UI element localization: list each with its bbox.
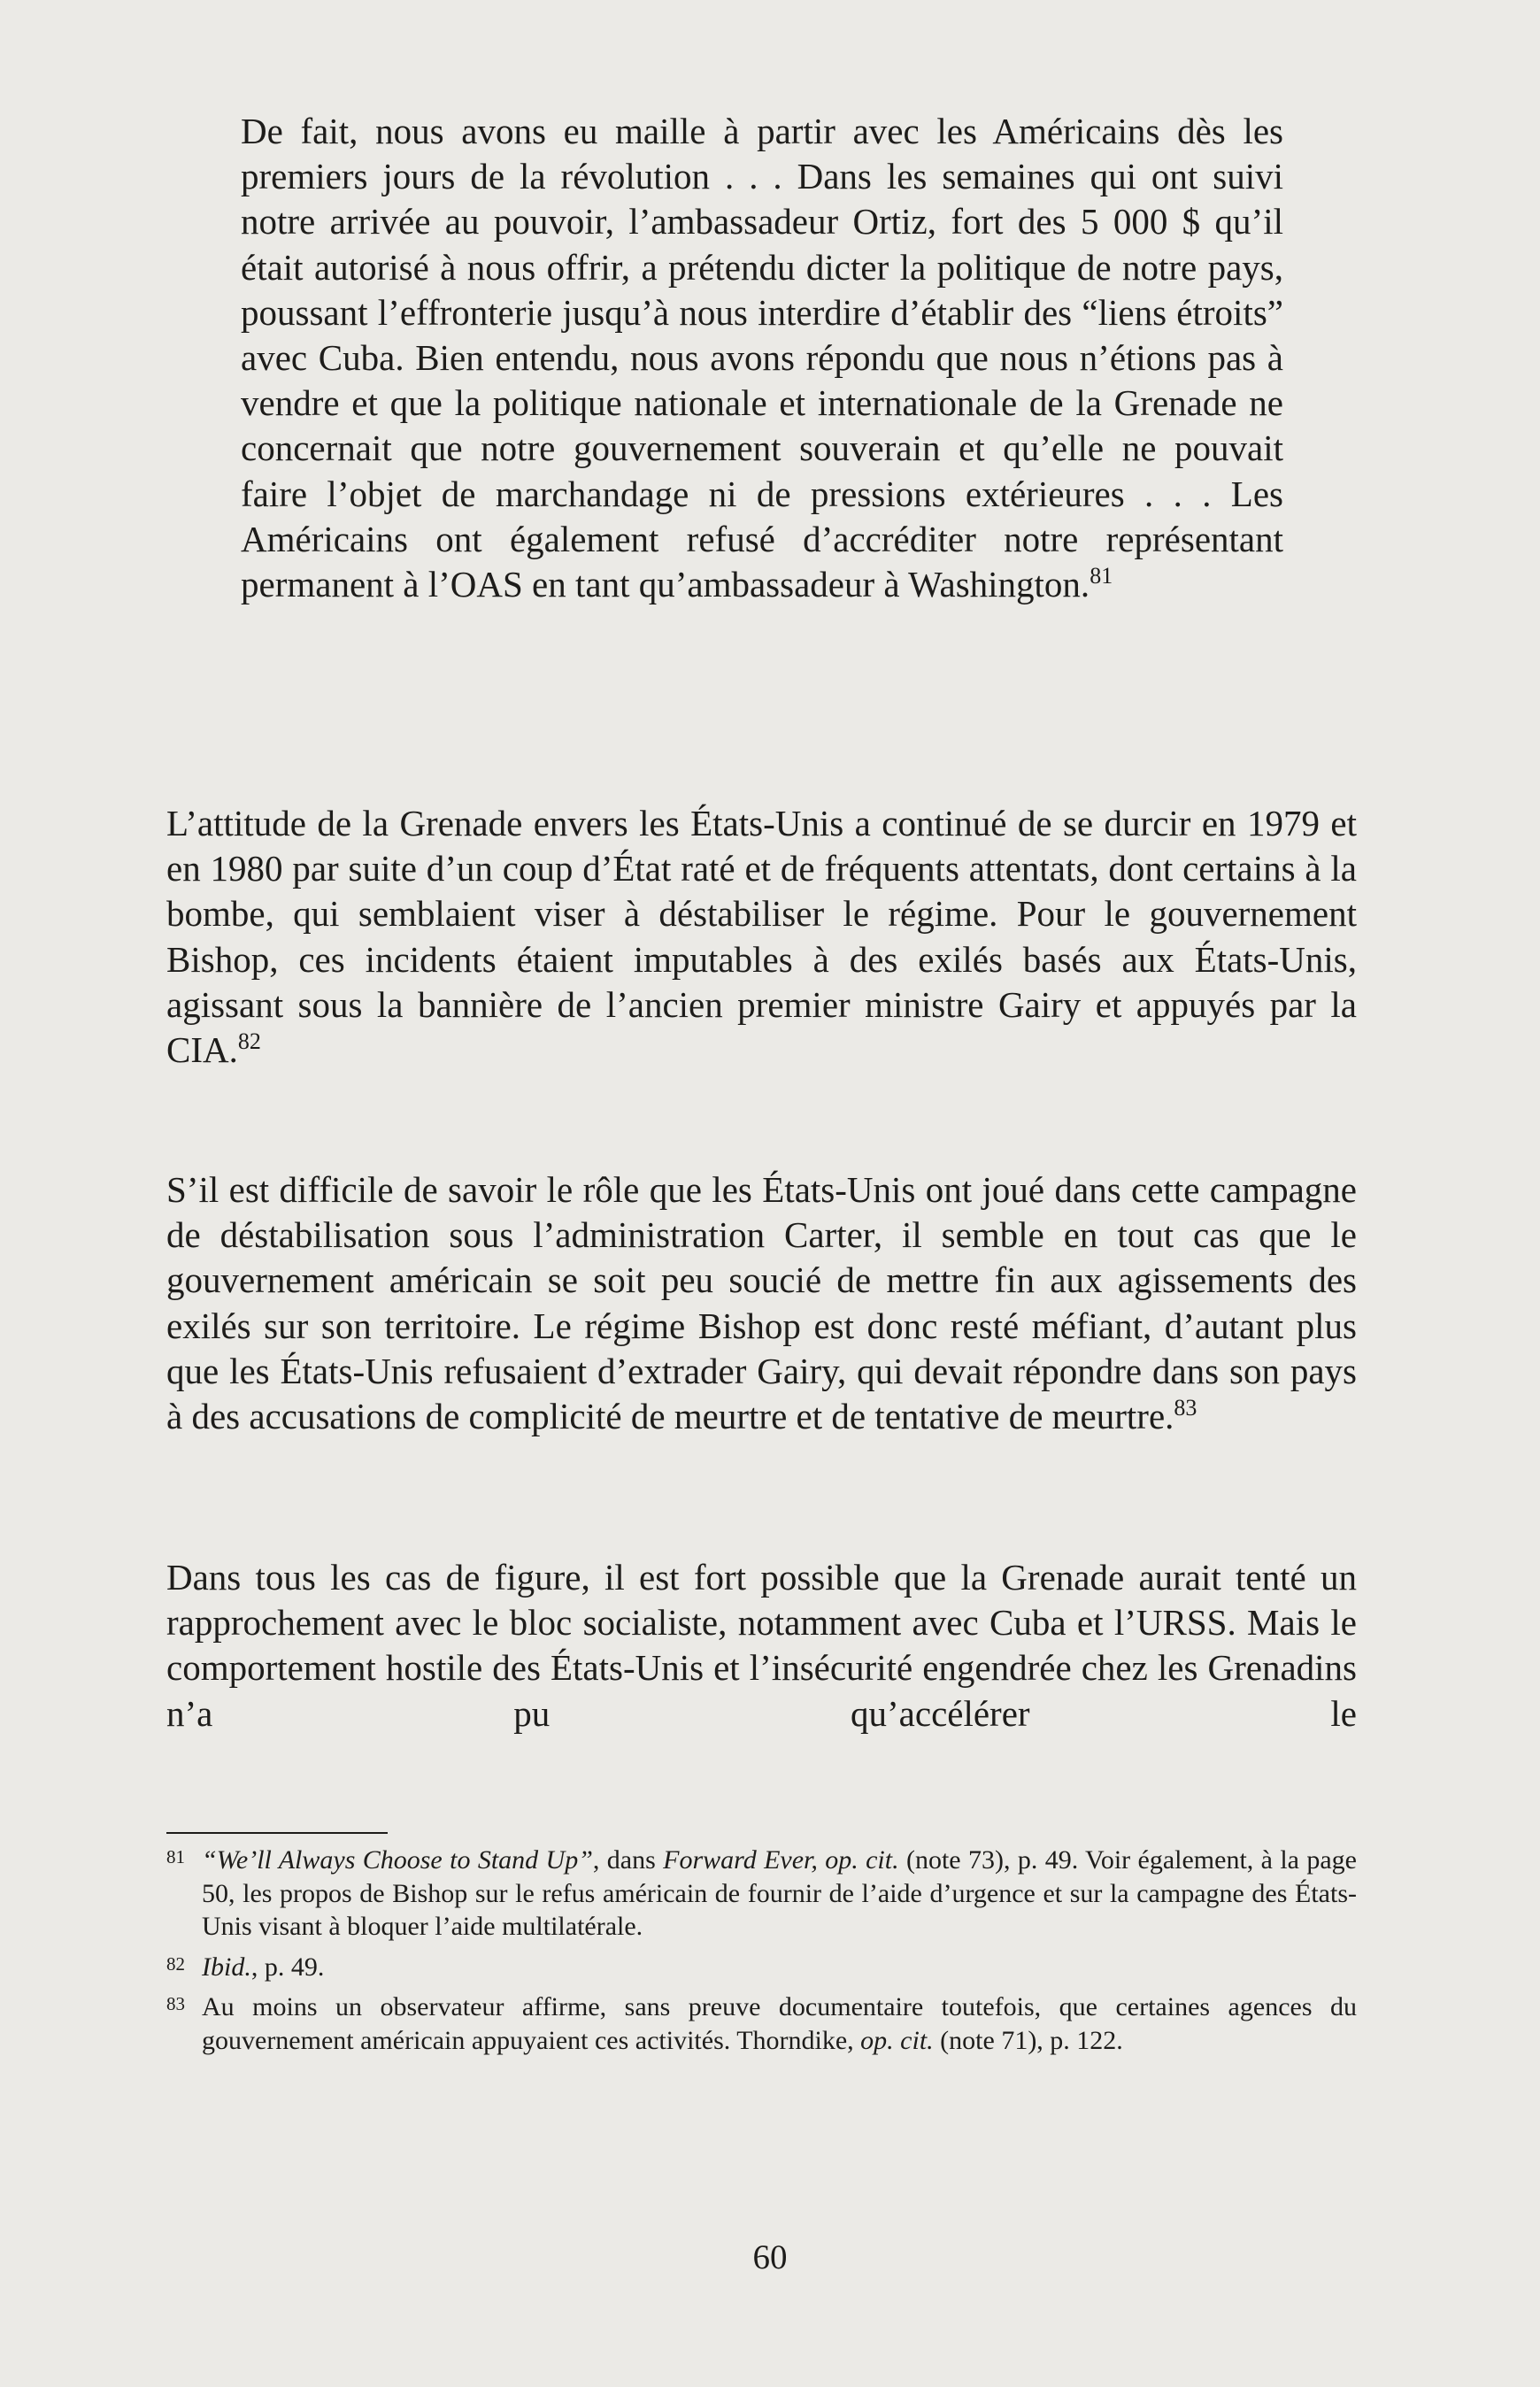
footnote-text: , dans [592,1845,664,1875]
paragraph-text: S’il est difficile de savoir le rôle que les États-Unis ont joué dans cette campagne de déstabilisation sous l’administration Carter, il semble en tout cas que le gouvernement américain se soit peu soucié de mettre fin aux agissements des exilés sur son territoire. Le régime Bishop est donc resté méfiant, d’autant plus que les États-Unis refusaient d’extrader Gairy, qui devait répondre dans son pays à des accusations de complicité de meurtre et de tentative de meurtre. [166,1169,1357,1437]
block-quote [241,109,1283,607]
paragraph-text: Dans tous les cas de figure, il est fort possible que la Grenade aurait tenté un rapprochement avec le bloc socialiste, notamment avec Cuba et l’URSS. Mais le comportement hostile des États-Unis et l’insécurité engendrée chez les Grenadins n’a pu qu’accélérer le [166,1557,1357,1734]
footnote-ref: op. cit. [860,2025,934,2055]
footnotes [166,1844,1357,2064]
footnote-text: , p. 49. [250,1952,325,1982]
paragraph [166,801,1357,1073]
footnote-81 [166,1844,1357,1944]
footnote-text: (note 73), p. 49. Voir également, à la page 50, les propos de Bishop sur le refus américain de fournir de l’aide d’urgence et sur la campagne des États-Unis visant à bloquer l’aide multilatérale. [202,1845,1357,1941]
footnote-number: 83 [166,1993,185,2014]
footnote-source: Forward Ever, op. cit. [663,1845,899,1875]
footnote-divider [166,1832,388,1834]
footnote-ref-81: 81 [1090,563,1113,589]
footnote-number: 81 [166,1846,185,1867]
footnote-ref-82: 82 [237,1028,261,1055]
quote-text: De fait, nous avons eu maille à partir avec les Américains dès les premiers jours de la révolution . . . Dans les semaines qui ont suivi notre arrivée au pouvoir, l’ambassadeur Ortiz, fort des 5 000 $ qu’il était autorisé à nous offrir, a prétendu dicter la politique de notre pays, poussant l’effronterie jusqu’à nous interdire d’établir des “liens étroits” avec Cuba. Bien entendu, nous avons répondu que nous n’étions pas à vendre et que la politique nationale et internationale de la Grenade ne concernait que notre gouvernement souverain et qu’elle ne pouvait faire l’objet de marchandage ni de pressions extérieures . . . Les Américains ont également refusé d’accréditer notre représentant permanent à l’OAS en tant qu’ambassadeur à Washington. [241,111,1283,605]
footnote-text: (note 71), p. 122. [933,2025,1123,2055]
paragraph [166,1167,1357,1439]
paragraph [166,1555,1357,1736]
footnote-number: 82 [166,1952,185,1975]
footnote-ref: Ibid. [202,1952,251,1982]
footnote-title: “We’ll Always Choose to Stand Up” [202,1845,593,1875]
footnote-text: Au moins un observateur affirme, sans preuve documentaire toutefois, que certaines agences du gouvernement américain appuyaient ces activités. Thorndike, [202,1992,1357,2055]
footnote-82 [166,1951,1357,1984]
footnote-83 [166,1990,1357,2057]
footnote-ref-83: 83 [1174,1395,1197,1421]
paragraph-text: L’attitude de la Grenade envers les États-Unis a continué de se durcir en 1979 et en 1980 par suite d’un coup d’État raté et de fréquents attentats, dont certains à la bombe, qui semblaient viser à déstabiliser le régime. Pour le gouvernement Bishop, ces incidents étaient imputables à des exilés basés aux États-Unis, agissant sous la bannière de l’ancien premier ministre Gairy et appuyés par la CIA. [166,803,1357,1071]
page-number: 60 [752,2238,788,2276]
